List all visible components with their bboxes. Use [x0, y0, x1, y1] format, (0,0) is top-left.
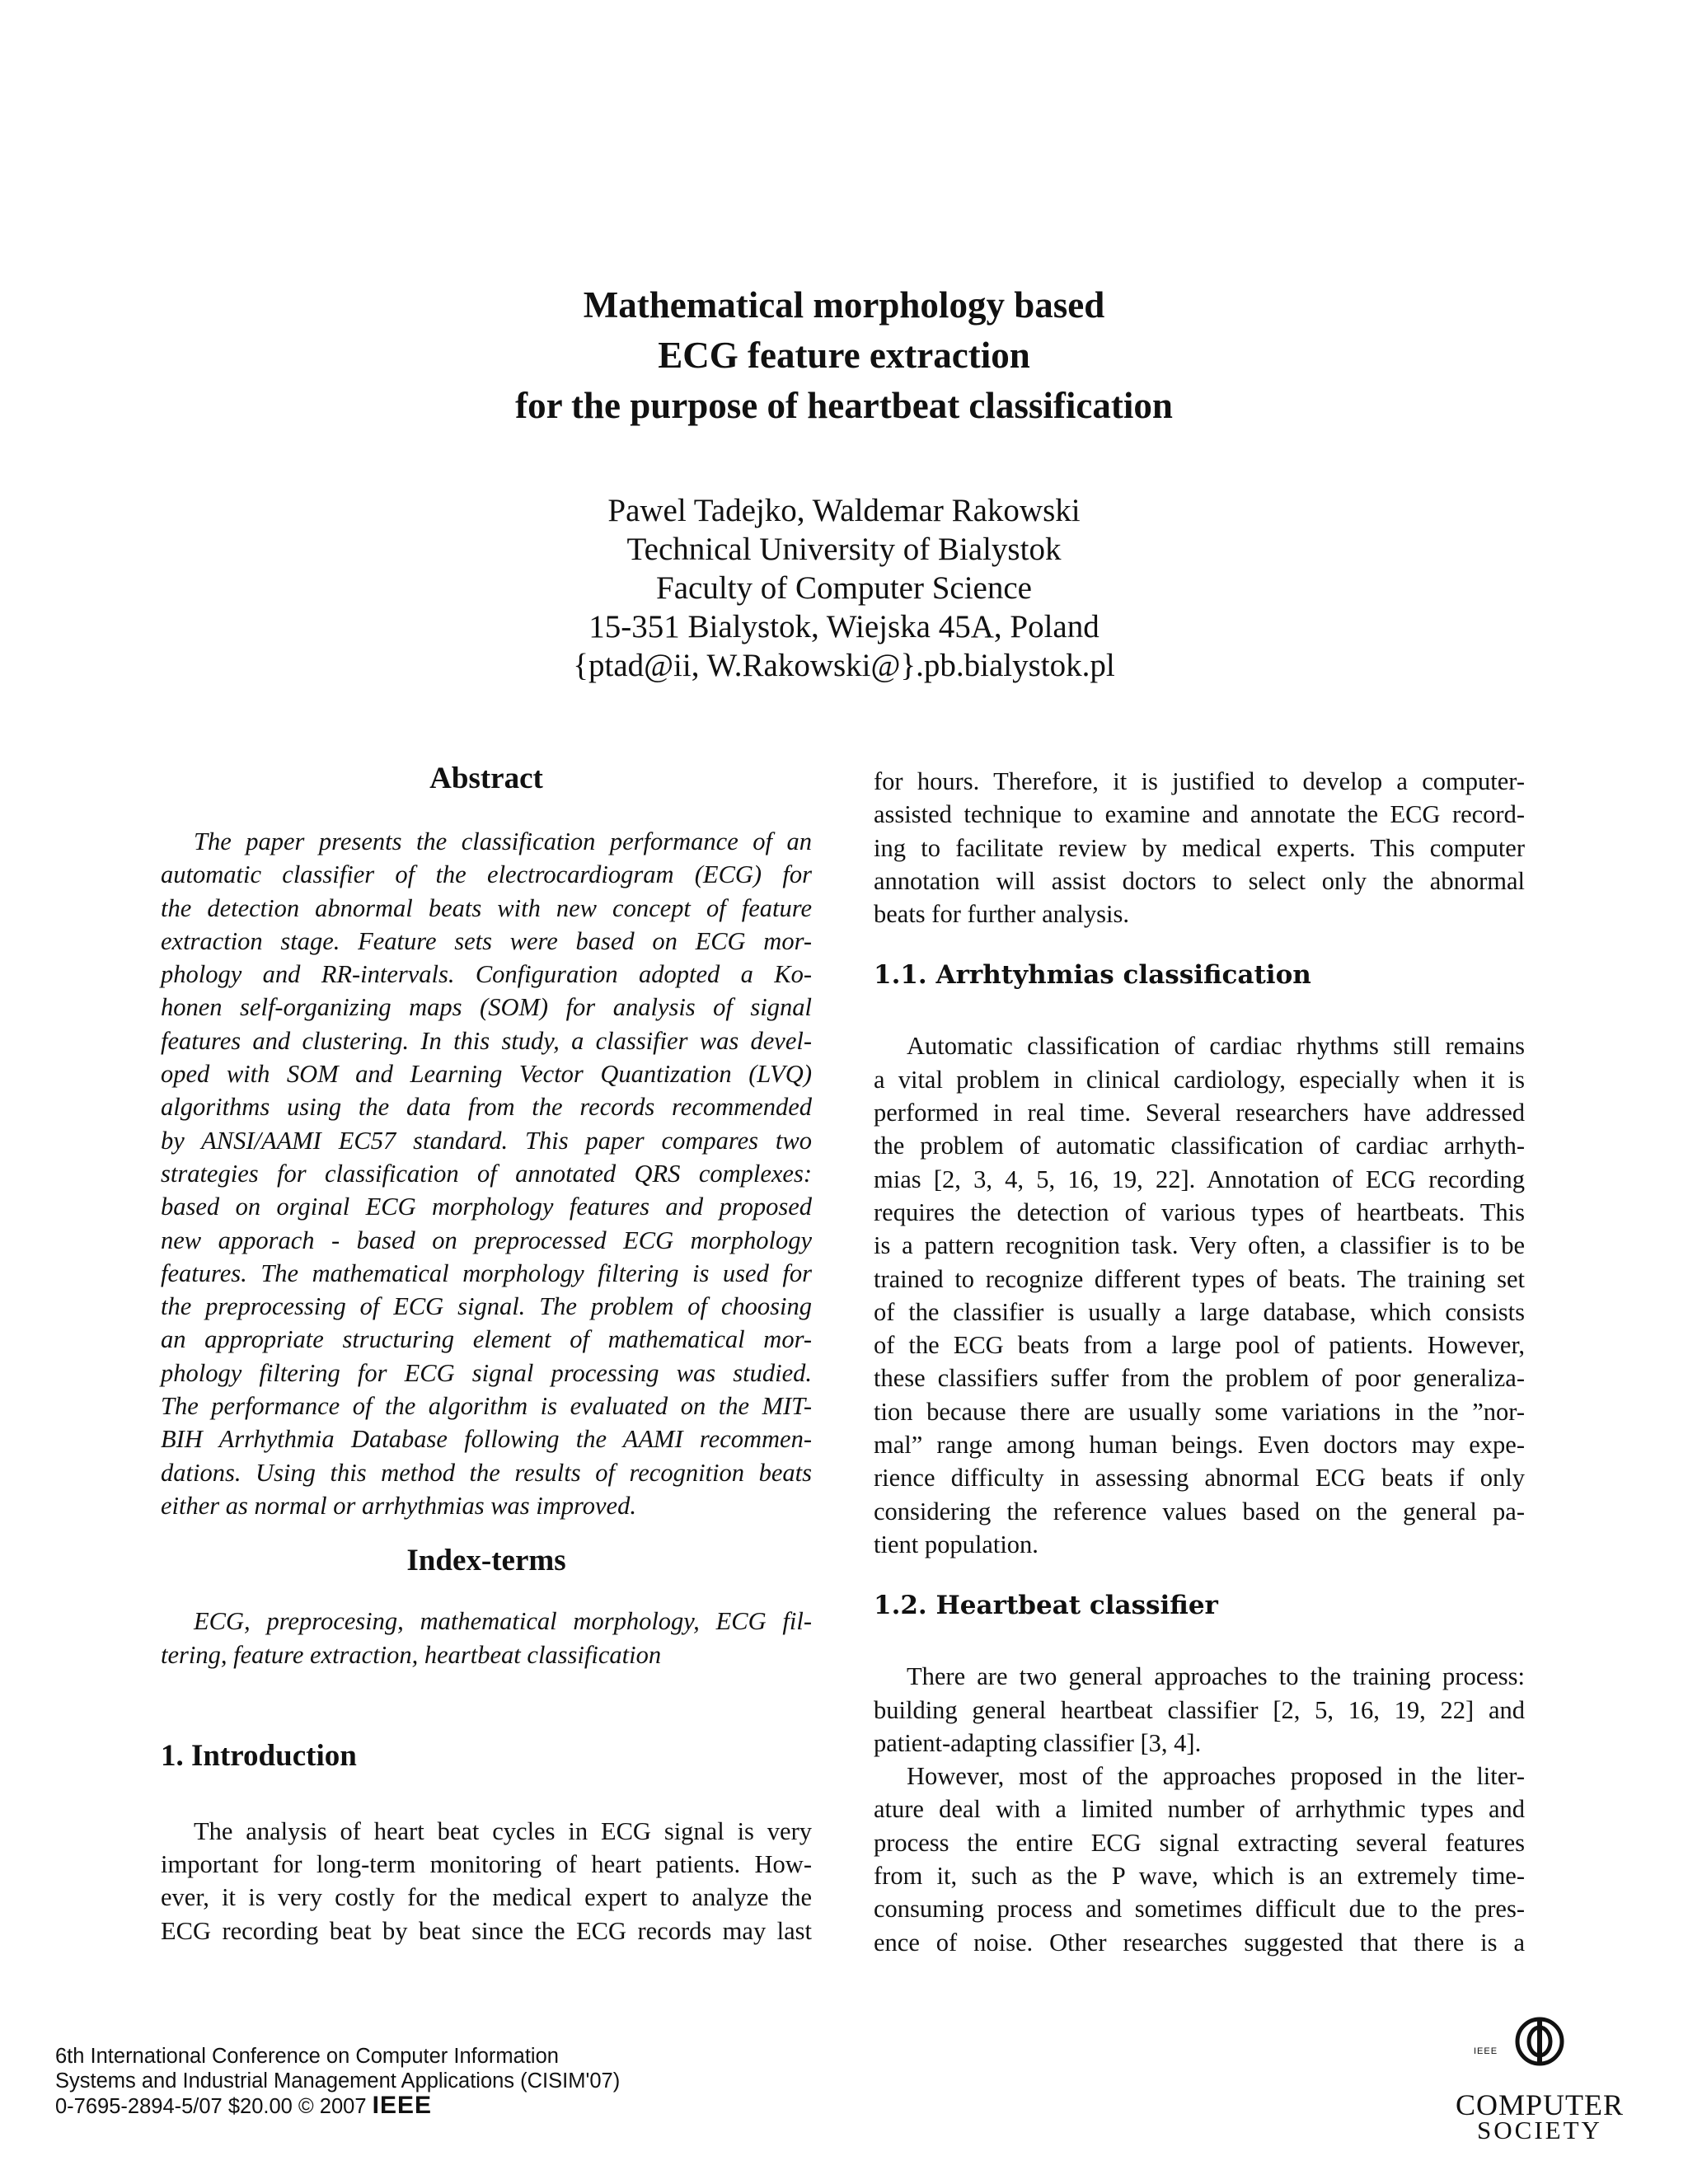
- footer-line: 6th International Conference on Computer Information: [55, 2045, 559, 2068]
- logo-ieee-text: IEEE: [1474, 2046, 1498, 2056]
- abstract-line: features. The mathematical morphology filtering is used for: [161, 1258, 812, 1287]
- section-1-2-line: from it, such as the P wave, which is an extremely time-: [874, 1862, 1525, 1891]
- abstract-body: [161, 825, 812, 1522]
- logo-society-text: SOCIETY: [1477, 2116, 1602, 2144]
- section-1-2-line: ence of noise. Other researches suggested that there is a: [874, 1928, 1525, 1957]
- introduction-line: ECG recording beat by beat since the ECG records may last: [161, 1916, 812, 1945]
- section-1-1-line: rience difficulty in assessing abnormal ECG beats if only: [874, 1464, 1525, 1493]
- abstract-line: the preprocessing of ECG signal. The problem of choosing: [161, 1292, 812, 1321]
- title-line: ECG feature extraction: [658, 335, 1030, 376]
- author-names: Pawel Tadejko, Waldemar Rakowski: [607, 493, 1081, 528]
- index-terms-body: [161, 1605, 812, 1671]
- section-1-2-line: consuming process and sometimes difficult due to the pres-: [874, 1895, 1525, 1924]
- section-1-1-line: requires the detection of various types of heartbeats. This: [874, 1197, 1525, 1226]
- abstract-line: algorithms using the data from the records recommended: [161, 1093, 812, 1122]
- section-1-1-line: performed in real time. Several researchers have addressed: [874, 1099, 1525, 1127]
- intro-continued-line: annotation will assist doctors to select only the abnormal: [874, 866, 1525, 895]
- left-column: [161, 758, 812, 1947]
- index-terms-heading: Index-terms: [406, 1544, 566, 1578]
- introduction-body: [161, 1815, 812, 1947]
- section-1-1-line: of the ECG beats from a large pool of patients. However,: [874, 1331, 1525, 1360]
- abstract-line: oped with SOM and Learning Vector Quantization (LVQ): [161, 1060, 812, 1089]
- abstract-line: phology filtering for ECG signal processing was studied.: [161, 1358, 812, 1387]
- section-1-2-body: [874, 1660, 1525, 1959]
- intro-continued-line: ing to facilitate review by medical experts. This computer: [874, 833, 1525, 862]
- abstract-line: new apporach - based on preprocessed ECG morphology: [161, 1226, 812, 1254]
- section-1-1-line: considering the reference values based on the general pa-: [874, 1497, 1525, 1526]
- abstract-line: the detection abnormal beats with new concept of feature: [161, 893, 812, 922]
- title-line: for the purpose of heartbeat classification: [515, 385, 1173, 426]
- abstract-line: automatic classifier of the electrocardiogram (ECG) for: [161, 860, 812, 889]
- section-1-2-line: There are two general approaches to the training process:: [907, 1662, 1525, 1691]
- section-1-2-line: However, most of the approaches proposed in the liter-: [907, 1762, 1525, 1791]
- phi-emblem-icon: [1513, 2015, 1566, 2068]
- intro-continued-line: assisted technique to examine and annotate the ECG record-: [874, 800, 1525, 829]
- abstract-line: an appropriate structuring element of mathematical mor-: [161, 1325, 812, 1354]
- introduction-line: The analysis of heart beat cycles in ECG signal is very: [194, 1816, 812, 1845]
- section-1-1-line: trained to recognize different types of beats. The training set: [874, 1264, 1525, 1293]
- section-1-1-line: these classifiers suffer from the problem of poor generaliza-: [874, 1364, 1525, 1393]
- section-1-1-line: tient population.: [874, 1530, 1039, 1558]
- section-1-1-body: [874, 1029, 1525, 1561]
- ieee-logo: IEEE: [372, 2092, 432, 2119]
- abstract-line: strategies for classification of annotated QRS complexes:: [161, 1159, 812, 1188]
- introduction-line: ever, it is very costly for the medical expert to analyze the: [161, 1883, 812, 1912]
- intro-continued: [874, 765, 1525, 930]
- abstract-heading: Abstract: [429, 762, 543, 795]
- abstract-line: features and clustering. In this study, a classifier was devel-: [161, 1026, 812, 1055]
- section-1-1-line: of the classifier is usually a large database, which consists: [874, 1297, 1525, 1326]
- section-1-2-heading: 1.2. Heartbeat classifier: [874, 1591, 1218, 1621]
- title-line: Mathematical morphology based: [583, 284, 1105, 326]
- logo-computer-text: COMPUTER: [1455, 2088, 1625, 2121]
- conference-footer: [55, 2044, 620, 2119]
- section-1-1-line: Automatic classification of cardiac rhythms still remains: [907, 1032, 1525, 1061]
- abstract-line: honen self-organizing maps (SOM) for analysis of signal: [161, 993, 812, 1022]
- section-1-2-line: building general heartbeat classifier [2, 5, 16, 19, 22] and: [874, 1695, 1525, 1724]
- author-block: [0, 491, 1688, 685]
- abstract-line: by ANSI/AAMI EC57 standard. This paper compares two: [161, 1126, 812, 1155]
- index-terms-line: tering, feature extraction, heartbeat classification: [161, 1640, 662, 1669]
- abstract-line: The paper presents the classification performance of an: [194, 827, 812, 855]
- section-1-1-line: mal” range among human beings. Even doctors may expe-: [874, 1431, 1525, 1460]
- abstract-line: The performance of the algorithm is evaluated on the MIT-: [161, 1392, 812, 1421]
- section-1-1-line: the problem of automatic classification of cardiac arrhyth-: [874, 1132, 1525, 1160]
- right-column: [874, 765, 1525, 1959]
- section-1-2-line: ature deal with a limited number of arrhythmic types and: [874, 1795, 1525, 1824]
- author-address: 15-351 Bialystok, Wiejska 45A, Poland: [588, 609, 1100, 644]
- section-1-2-line: patient-adapting classifier [3, 4].: [874, 1728, 1202, 1757]
- section-1-1-line: is a pattern recognition task. Very often, a classifier is to be: [874, 1231, 1525, 1260]
- author-university: Technical University of Bialystok: [626, 532, 1062, 567]
- author-faculty: Faculty of Computer Science: [656, 570, 1032, 606]
- author-email: {ptad@ii, W.Rakowski@}.pb.bialystok.pl: [573, 648, 1115, 683]
- footer-line: Systems and Industrial Management Applications (CISIM'07): [55, 2069, 621, 2093]
- abstract-line: based on orginal ECG morphology features and proposed: [161, 1193, 812, 1221]
- abstract-line: extraction stage. Feature sets were based on ECG mor-: [161, 926, 812, 955]
- footer-line: [55, 2093, 620, 2119]
- section-1-1-line: mias [2, 3, 4, 5, 16, 19, 22]. Annotation of ECG recording: [874, 1165, 1525, 1193]
- section-1-2-line: process the entire ECG signal extracting several features: [874, 1828, 1525, 1857]
- abstract-line: phology and RR-intervals. Configuration adopted a Ko-: [161, 960, 812, 989]
- footer-isbn: 0-7695-2894-5/07 $20.00 © 2007: [55, 2095, 367, 2118]
- section-1-1-line: tion because there are usually some variations in the ”nor-: [874, 1397, 1525, 1426]
- abstract-line: dations. Using this method the results of recognition beats: [161, 1458, 812, 1487]
- paper-title: [0, 280, 1688, 431]
- computer-society-logo: [1449, 2015, 1630, 2147]
- introduction-line: important for long-term monitoring of heart patients. How-: [161, 1850, 812, 1879]
- introduction-heading: 1. Introduction: [161, 1738, 357, 1773]
- section-1-1-heading: 1.1. Arrhtyhmias classification: [874, 960, 1311, 991]
- intro-continued-line: beats for further analysis.: [874, 900, 1129, 929]
- intro-continued-line: for hours. Therefore, it is justified to develop a computer-: [874, 767, 1525, 795]
- abstract-line: BIH Arrhythmia Database following the AAMI recommen-: [161, 1425, 812, 1454]
- index-terms-line: ECG, preprocesing, mathematical morphology, ECG fil-: [194, 1607, 812, 1636]
- section-1-1-line: a vital problem in clinical cardiology, especially when it is: [874, 1065, 1525, 1094]
- abstract-line: either as normal or arrhythmias was improved.: [161, 1491, 636, 1520]
